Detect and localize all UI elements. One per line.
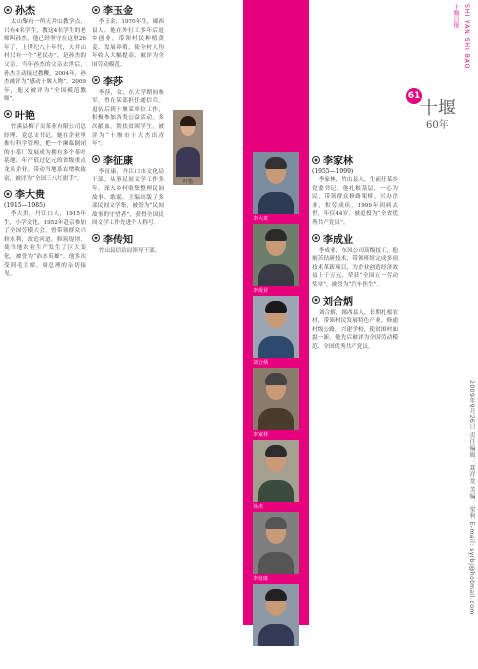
profile-1 xyxy=(4,2,86,104)
section-logo xyxy=(406,88,464,138)
footer xyxy=(467,380,476,615)
profile-8 xyxy=(312,152,398,228)
profile-9 xyxy=(312,231,398,290)
profile-body: 李玉金，1970年生，郧西县人。他在外打工多年后返乡创业，带领村民种植黄姜、发展养殖，使全村人均年收入大幅提高，被评为全国劳动模范。 xyxy=(92,19,164,68)
masthead-chinese: 十堰日报 xyxy=(452,4,459,28)
masthead-pinyin: SHI YAN SHI BAO xyxy=(463,4,470,70)
profile-body: 李莎，女，在大学期间参军，曾在某部担任通信兵。退伍后到十堰某单位工作，积极参加各类公益活动，多次献血，帮扶贫困学生，被评为“十堰市十大杰出青年”。 xyxy=(92,89,164,148)
bullet-icon xyxy=(312,296,320,304)
footer-editor: 责任编辑：聂祥龙 美编：梁利 xyxy=(468,432,475,520)
bullet-icon xyxy=(92,6,100,14)
column-2 xyxy=(92,0,164,640)
profile-photo xyxy=(253,224,299,286)
profile-body: 李征康，丹江口市文化局干部，从事民间文学工作多年，深入乡村收集整理民间故事、歌谣，主编出版了多部民间文学集，被誉为“民间故事的守望者”，获得全国民间文学工作先进个人称号。 xyxy=(92,168,164,227)
profile-body: 刘合炳，郧西县人，长期扎根农村，带领村民发展特色产业，修通村级公路，兴建学校，使贫困村面貌一新。他先后被评为全国劳动模范、全国优秀共产党员。 xyxy=(312,309,398,350)
bullet-icon xyxy=(92,76,100,84)
profile-name: 李玉金 xyxy=(103,6,133,17)
photo-caption: 叶艳 xyxy=(182,179,193,185)
bullet-icon xyxy=(92,234,100,242)
profile-4 xyxy=(92,2,164,70)
bullet-icon xyxy=(312,156,320,164)
profile-photo xyxy=(253,296,299,358)
bullet-icon xyxy=(312,234,320,242)
profile-name: 叶艳 xyxy=(15,110,35,122)
profile-2 xyxy=(4,107,86,183)
profile-photo xyxy=(253,368,299,430)
photo-caption: 李玉金 xyxy=(253,648,269,654)
bullet-icon xyxy=(4,110,12,118)
profile-photo xyxy=(253,584,299,646)
profile-name: 李成业 xyxy=(323,234,353,246)
profile-body: 李家林，竹山县人，生前任某乡党委书记。他扎根基层，一心为民，带领群众修路架桥、兴办企业，积劳成疾，1999年因病去世，年仅44岁。被追授为“全省优秀共产党员”。 xyxy=(312,177,398,226)
photo-caption: 李成业 xyxy=(253,288,269,294)
section-number: 61 xyxy=(406,88,422,104)
profile-7 xyxy=(92,231,164,256)
photo-caption: 李征康 xyxy=(253,576,269,582)
bullet-icon xyxy=(92,155,100,163)
profile-body: 竹山县信访局领导干部。 xyxy=(98,247,161,254)
profile-photo xyxy=(253,152,299,214)
profile-body: 李成业，东风公司高级技工，他刻苦钻研技术，带领班组完成多项技术革新项目，为企业创造经济效益上千万元，荣获“全国五一劳动奖章”，被誉为“汽车医生”。 xyxy=(312,247,398,288)
profile-name: 李家林 xyxy=(323,156,353,167)
profile-6 xyxy=(92,152,164,228)
profile-5 xyxy=(92,73,164,149)
bullet-icon xyxy=(4,6,12,14)
profile-3 xyxy=(4,186,86,279)
photo-caption: 刘合炳 xyxy=(253,360,269,366)
column-4 xyxy=(312,150,398,630)
profile-name: 李大贵 xyxy=(15,190,45,202)
photo-caption: 孙杰 xyxy=(253,504,264,510)
photo-strip xyxy=(243,0,309,654)
profile-name: 李征康 xyxy=(103,155,133,167)
bullet-icon xyxy=(4,190,12,198)
profile-name: 孙杰 xyxy=(15,6,35,17)
profile-body: 太山黎有一所天井山教学点，只有4名学生，教这4名学生的老师叫孙杰。他已经坚守在这里26年了，上世纪八十年代，天井山村只有一个“老民办”，是孙杰的父亲。当年孙杰的父亲去世后，孙杰主动接过教鞭，2004年，孙杰被评为“感动十堰人物”，2009年，他又被评为“全国模范教师”。 xyxy=(4,19,86,103)
section-word-2: 60年 xyxy=(426,120,449,131)
photo-yeyan xyxy=(173,110,203,185)
profile-body: 竹溪县梅子贡茶业有限公司总经理、党总支书记。她在企业里推行科学管理，把一个濒临倒闭的小茶厂发展成为拥有多个茶叶基地、年产值过亿元的省级重点龙头企业。带动当地茶农增收致富，被评为“全国三八红旗手”。 xyxy=(4,123,86,182)
section-word: 十堰 xyxy=(420,98,456,119)
footer-email: E-mail: syrbj@hotmail.com xyxy=(468,521,475,615)
column-1 xyxy=(4,0,86,640)
profile-photo xyxy=(253,512,299,574)
profile-dates: (1955—1999) xyxy=(312,168,354,175)
profile-name: 李莎 xyxy=(103,76,123,88)
footer-date: 2009年9月26日 xyxy=(468,380,475,430)
profile-name: 刘合炳 xyxy=(323,296,353,308)
profile-dates: (1915—1985) xyxy=(4,202,46,210)
profile-10 xyxy=(312,293,398,352)
profile-name: 李传知 xyxy=(103,234,133,246)
photo-caption: 李大贵 xyxy=(253,216,269,222)
photo-caption: 李家林 xyxy=(253,432,269,438)
profile-body: 李大贵，丹江口人，1915年生，小学文化，1952年赴京参加了全国劳模大会。曾带领群众兴修水利，改造河道，修筑堤坝，使当地农业生产发生了巨大变化，被誉为“治水英雄”。他多次受到毛主席、周总理的亲切接见。 xyxy=(4,211,86,278)
profile-photo xyxy=(253,440,299,502)
